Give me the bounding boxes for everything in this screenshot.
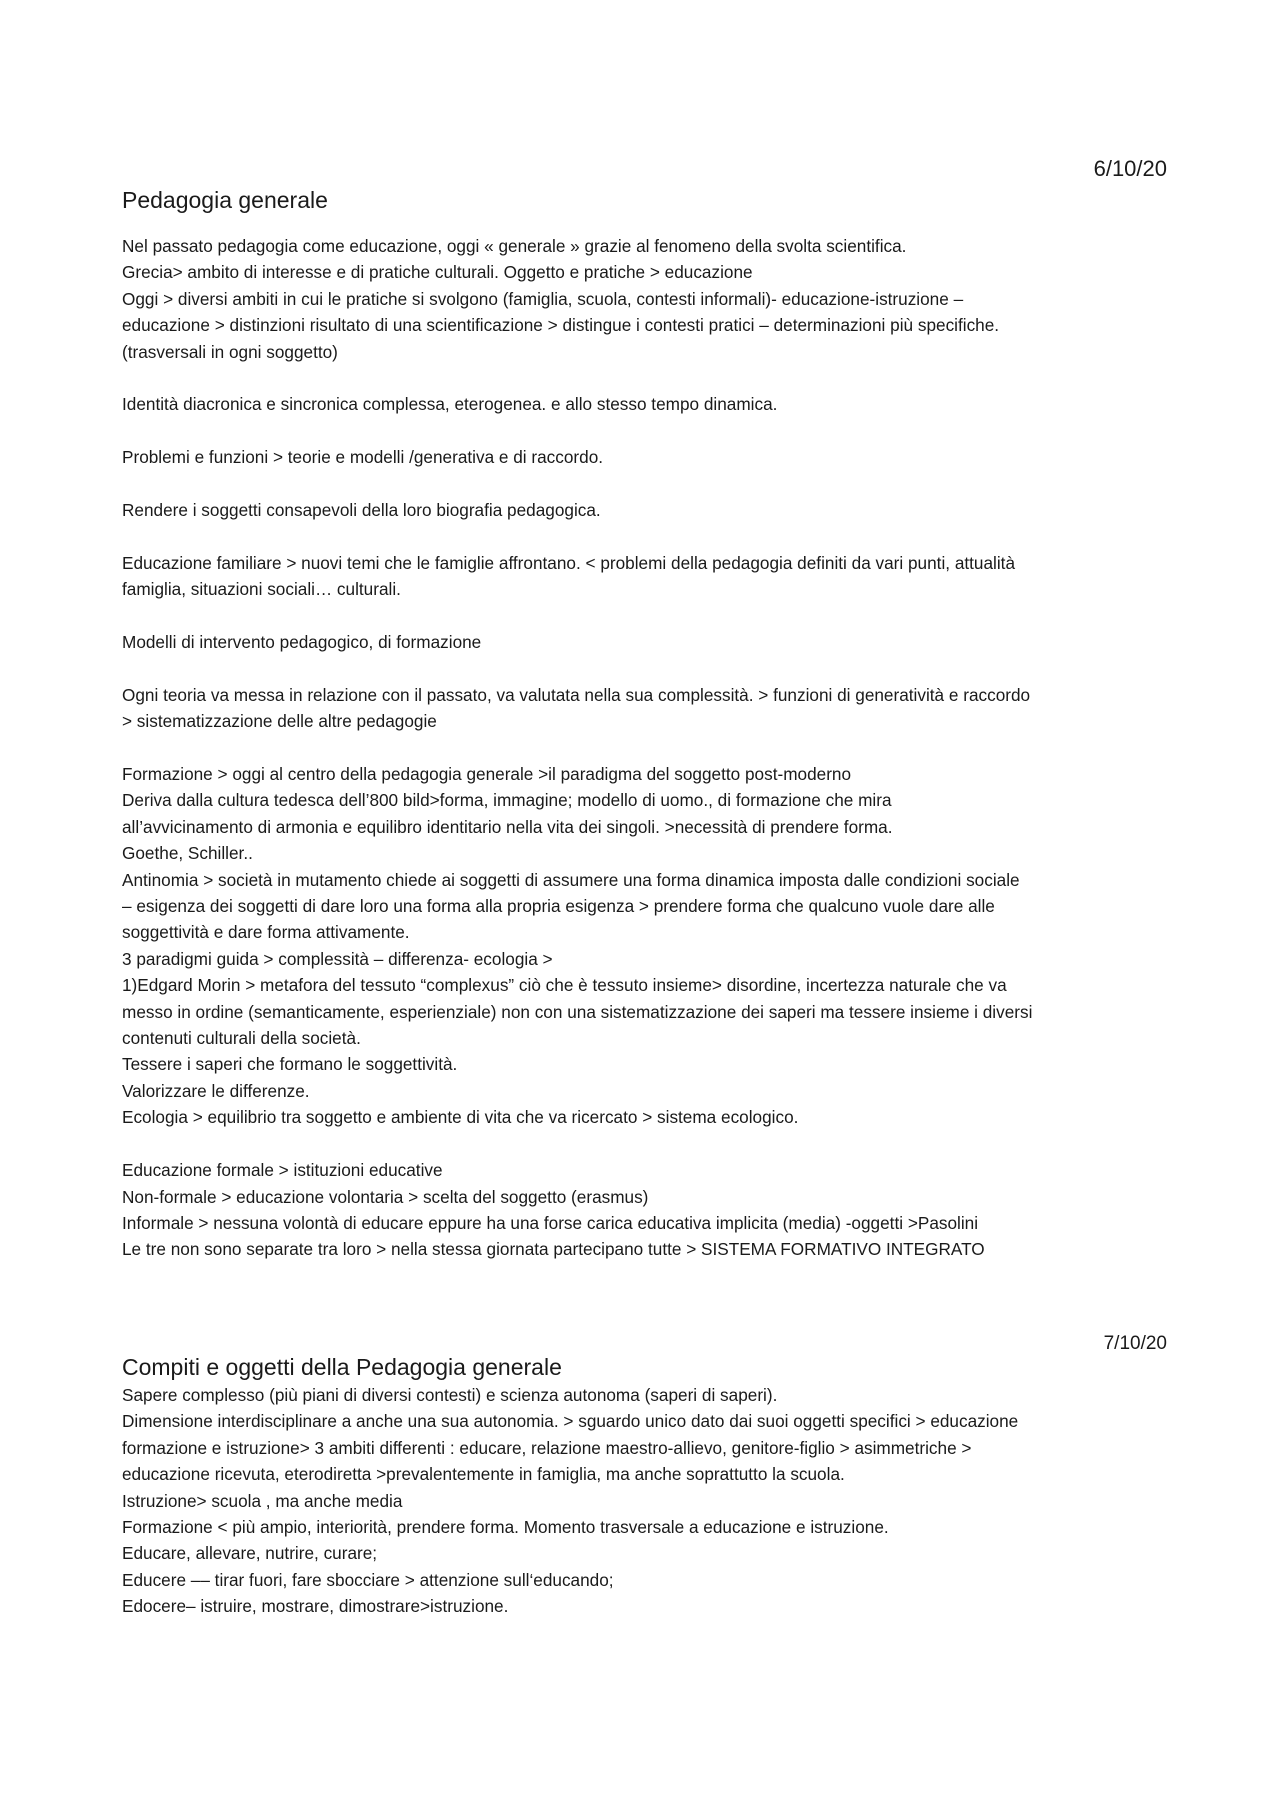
paragraph: Formazione > oggi al centro della pedagogia generale >il paradigma del soggetto post-moderno Deriva dalla cultura tedesca dell’800 bild>forma, immagine; modello di uomo., di formazione che mira all’avvicinamento di armonia e equilibro identitario nella vita dei singoli. >necessità di prendere forma. Goethe, Schiller.. Antinomia > società in mutamento chiede ai soggetti di assumere una forma dinamica imposta dalle condizioni sociale – esigenza dei soggetti di dare loro una forma alla propria esigenza > prendere forma che qualcuno vuole dare alle soggettività e dare forma attivamente. 3 paradigmi guida > complessità – differenza- ecologia > 1)Edgard Morin > metafora del tessuto “complexus” ciò che è tessuto insieme> disordine, incertezza naturale che va messo in ordine (semanticamente, esperienziale) non con una sistematizzazione dei saperi ma tessere insieme i diversi contenuti culturali della società. Tessere i saperi che formano le soggettività. Valorizzare le differenze. Ecologia > equilibrio tra soggetto e ambiente di vita che va ricercato > sistema ecologico. — [122, 764, 1033, 1128]
date-label: 7/10/20 — [1103, 1333, 1167, 1354]
section-title: Pedagogia generale — [122, 187, 328, 213]
paragraph: Modelli di intervento pedagogico, di formazione — [122, 632, 482, 653]
paragraph: Nel passato pedagogia come educazione, oggi « generale » grazie al fenomeno della svolta scientifica. Grecia> ambito di interesse e di pratiche culturali. Oggetto e pratiche > educazione Oggi > diversi ambiti in cui le pratiche si svolgono (famiglia, scuola, contesti informali)- educazione-istruzione – educazione > distinzioni risultato di una scientificazione > distingue i contesti pratici – determinazioni più specifiche. (trasversali in ogni soggetto) — [122, 236, 1000, 362]
section-pedagogia-generale — [122, 185, 1182, 1263]
paragraph: Sapere complesso (più piani di diversi contesti) e scienza autonoma (saperi di saperi). Dimensione interdisciplinare a anche una sua autonomia. > sguardo unico dato dai suoi oggetti specifici > educazione formazione e istruzione> 3 ambiti differenti : educare, relazione maestro-allievo, genitore-figlio > asimmetriche > educazione ricevuta, eterodiretta >prevalentemente in famiglia, ma anche soprattutto la scuola. Istruzione> scuola , ma anche media Formazione < più ampio, interiorità, prendere forma. Momento trasversale a educazione e istruzione. Educare, allevare, nutrire, curare; Educere –– tirar fuori, fare sbocciare > attenzione sull‘educando; Edocere– istruire, mostrare, dimostrare>istruzione. — [122, 1385, 1019, 1617]
section-title: Compiti e oggetti della Pedagogia generale — [122, 1354, 562, 1380]
paragraph: Rendere i soggetti consapevoli della loro biografia pedagogica. — [122, 500, 601, 521]
paragraph: Identità diacronica e sincronica complessa, eterogenea. e allo stesso tempo dinamica. — [122, 394, 778, 415]
paragraph: Problemi e funzioni > teorie e modelli /generativa e di raccordo. — [122, 447, 604, 468]
section-compiti-e-oggetti — [122, 1352, 1182, 1620]
paragraph: Educazione familiare > nuovi temi che le famiglie affrontano. < problemi della pedagogia definiti da vari punti, attualità famiglia, situazioni sociali… culturali. — [122, 552, 1016, 600]
date-label: 6/10/20 — [1093, 156, 1167, 181]
paragraph: Educazione formale > istituzioni educative Non-formale > educazione volontaria > scelta del soggetto (erasmus) Informale > nessuna volontà di educare eppure ha una forse carica educativa implicita (media) -oggetti >Pasolini Le tre non sono separate tra loro > nella stessa giornata partecipano tutte > SISTEMA FORMATIVO INTEGRATO — [122, 1160, 985, 1260]
paragraph: Ogni teoria va messa in relazione con il passato, va valutata nella sua complessità. > funzioni di generatività e raccordo > sistematizzazione delle altre pedagogie — [122, 684, 1031, 732]
